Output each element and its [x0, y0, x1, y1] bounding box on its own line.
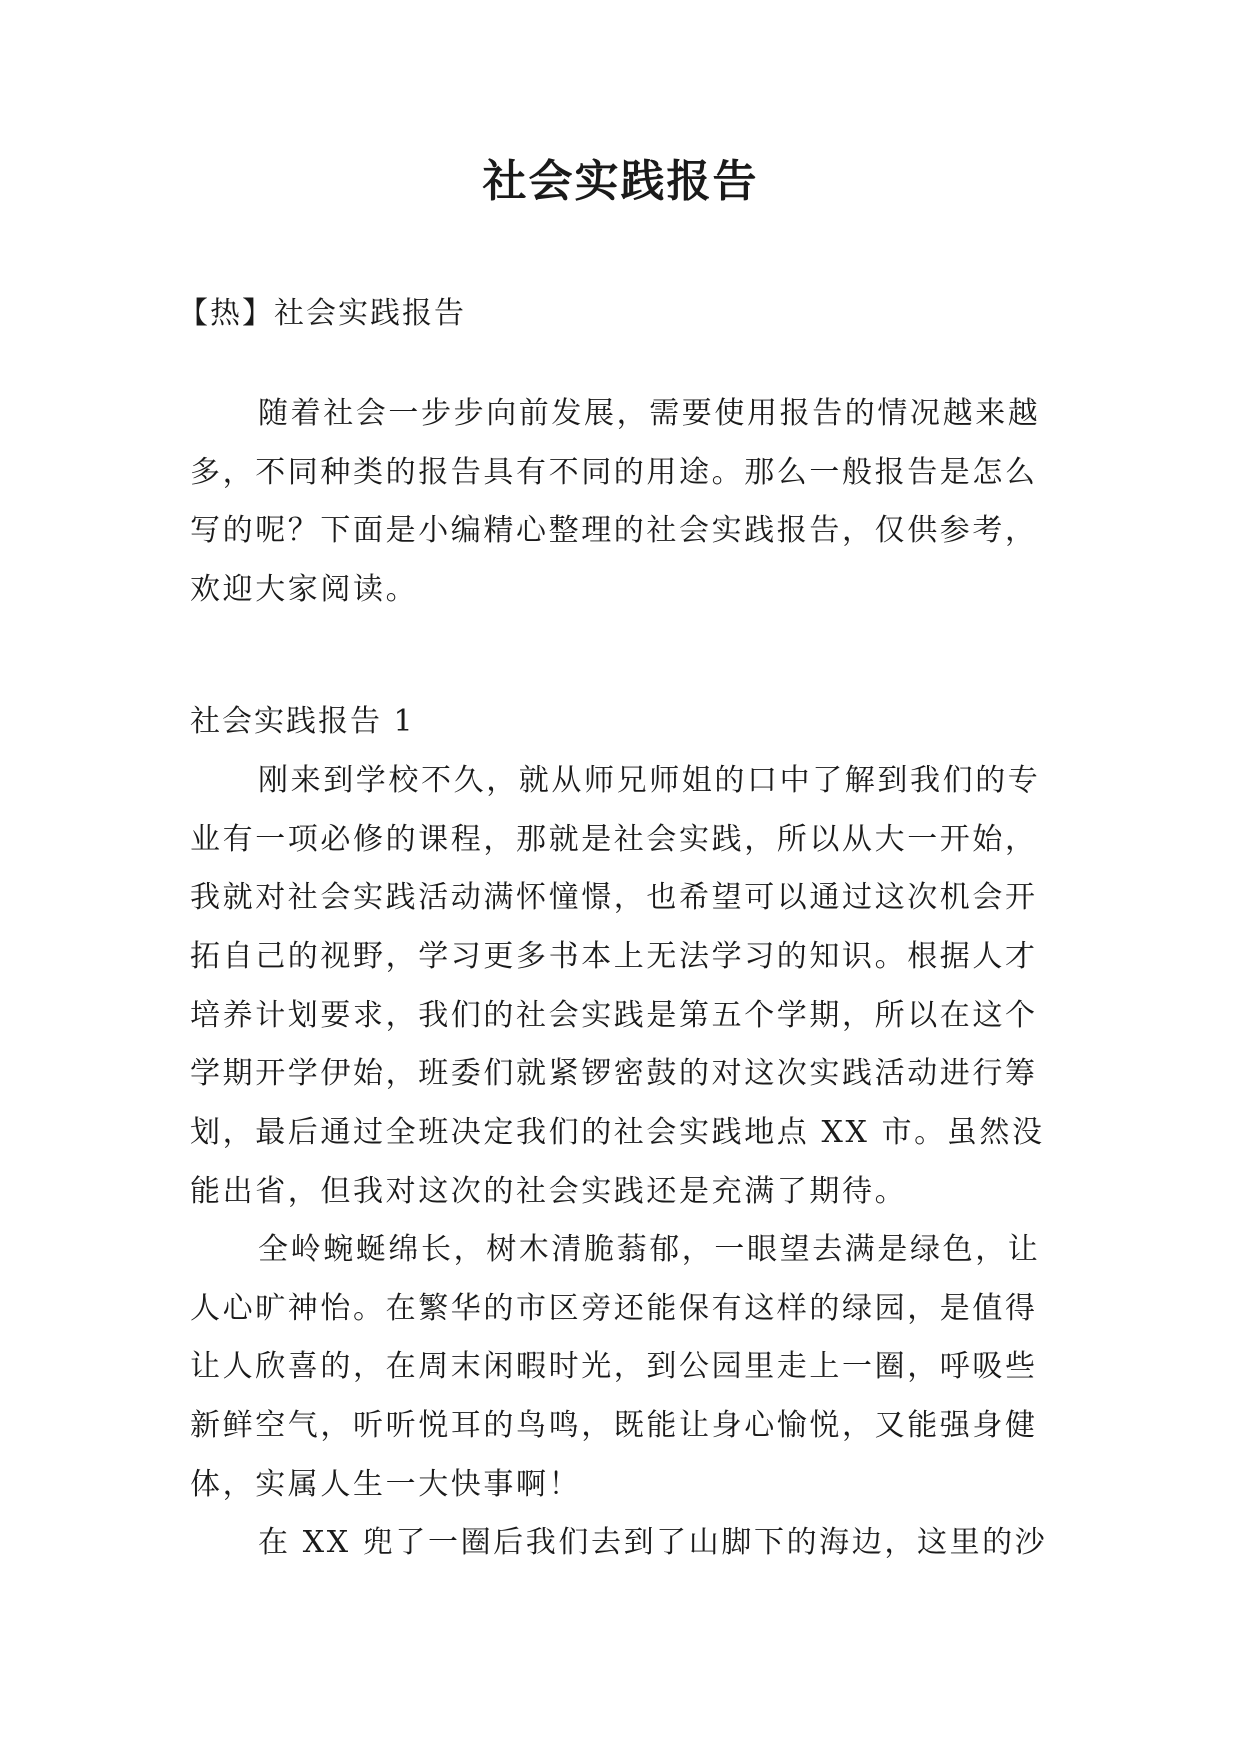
paragraph-line: 划，最后通过全班决定我们的社会实践地点 XX 市。虽然没 — [190, 1115, 1045, 1151]
body-paragraph-3 — [190, 1523, 1070, 1582]
paragraph-line: 业有一项必修的课程，那就是社会实践，所以从大一开始， — [190, 821, 1038, 857]
paragraph-line: 全岭蜿蜒绵长，树木清脆蓊郁，一眼望去满是绿色，让 — [258, 1232, 1041, 1267]
paragraph-line: 在 XX 兜了一圈后我们去到了山脚下的海边，这里的沙 — [258, 1525, 1048, 1560]
paragraph-line: 拓自己的视野，学习更多书本上无法学习的知识。根据人才 — [190, 939, 1038, 975]
paragraph-line: 新鲜空气，听听悦耳的鸟鸣，既能让身心愉悦，又能强身健 — [190, 1408, 1038, 1444]
document-title: 社会实践报告 — [482, 156, 759, 207]
body-paragraph-2 — [190, 1230, 1070, 1523]
document-subtitle: 【热】社会实践报告 — [178, 296, 466, 331]
paragraph-line: 人心旷神怡。在繁华的市区旁还能保有这样的绿园，是值得 — [190, 1290, 1038, 1326]
paragraph-line: 培养计划要求，我们的社会实践是第五个学期，所以在这个 — [190, 997, 1038, 1033]
paragraph-line: 学期开学伊始，班委们就紧锣密鼓的对这次实践活动进行筹 — [190, 1056, 1038, 1092]
paragraph-line: 能出省，但我对这次的社会实践还是充满了期待。 — [190, 1173, 908, 1209]
paragraph-line: 我就对社会实践活动满怀憧憬，也希望可以通过这次机会开 — [190, 880, 1038, 916]
body-paragraph-1 — [190, 761, 1070, 1231]
intro-paragraph — [190, 394, 1070, 629]
paragraph-line: 刚来到学校不久，就从师兄师姐的口中了解到我们的专 — [258, 763, 1041, 798]
paragraph-line: 写的呢？下面是小编精心整理的社会实践报告，仅供参考， — [190, 513, 1038, 549]
paragraph-line: 多，不同种类的报告具有不同的用途。那么一般报告是怎么 — [190, 454, 1038, 490]
paragraph-line: 随着社会一步步向前发展，需要使用报告的情况越来越 — [258, 396, 1041, 431]
section-heading: 社会实践报告 1 — [190, 704, 415, 739]
paragraph-line: 欢迎大家阅读。 — [190, 572, 419, 608]
paragraph-line: 让人欣喜的，在周末闲暇时光，到公园里走上一圈，呼吸些 — [190, 1349, 1038, 1385]
paragraph-line: 体，实属人生一大快事啊！ — [190, 1466, 582, 1502]
